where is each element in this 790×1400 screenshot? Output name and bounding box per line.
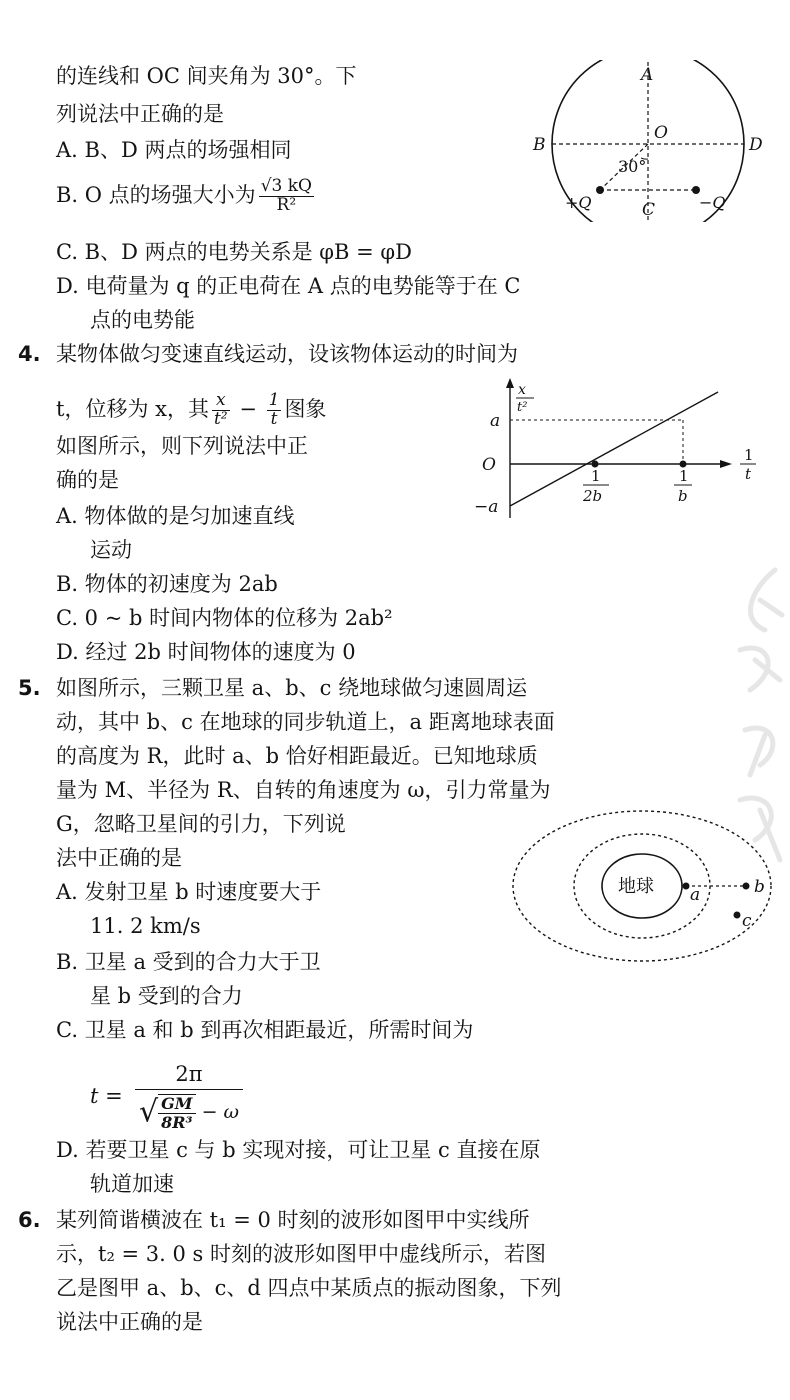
q4-tick2-den: b bbox=[678, 487, 688, 505]
q5-line6: 法中正确的是 bbox=[56, 846, 182, 870]
q3-option-a: A. B、D 两点的场强相同 bbox=[56, 138, 292, 162]
q6-line2: 示，t₂ = 3. 0 s 时刻的波形如图甲中虚线所示，若图 bbox=[56, 1242, 547, 1266]
q4-option-d: D. 经过 2b 时间物体的速度为 0 bbox=[56, 640, 356, 664]
q5-earth-label: 地球 bbox=[618, 876, 654, 897]
q4-line2-post: 图象 bbox=[284, 396, 327, 421]
q3-option-b bbox=[56, 178, 317, 215]
q3-label-b: B bbox=[533, 135, 546, 155]
q4-graph bbox=[470, 378, 770, 524]
q3-plus-q-charge bbox=[596, 186, 604, 194]
q4-x-arrow bbox=[720, 460, 732, 468]
q3-label-plus-q: +Q bbox=[565, 193, 592, 212]
q4-frac1-den: t² bbox=[213, 408, 228, 429]
q3-line2: 列说法中正确的是 bbox=[56, 102, 224, 126]
q4-tick1-num: 1 bbox=[591, 467, 601, 485]
q4-y-label-num: x bbox=[518, 382, 526, 398]
q4-fraction-1-over-t bbox=[267, 392, 282, 429]
q5-option-b-line2: 星 b 受到的合力 bbox=[90, 984, 243, 1008]
q4-tick1-den: 2b bbox=[583, 487, 603, 505]
q6-line1: 某列简谐横波在 t₁ = 0 时刻的波形如图甲中实线所 bbox=[56, 1208, 530, 1232]
q5-sqrt-fraction bbox=[158, 1094, 195, 1131]
q4-y-arrow bbox=[506, 378, 514, 388]
q5-option-d-line1: D. 若要卫星 c 与 b 实现对接，可让卫星 c 直接在原 bbox=[56, 1138, 541, 1162]
q5-formula-tail: − ω bbox=[201, 1101, 240, 1124]
q5-label-a: a bbox=[690, 885, 701, 905]
q5-option-a-line1: A. 发射卫星 b 时速度要大于 bbox=[56, 880, 322, 904]
q5-formula-lhs: t = bbox=[90, 1084, 123, 1109]
q4-line1: 某物体做匀变速直线运动，设该物体运动的时间为 bbox=[56, 342, 518, 366]
q4-label-a: a bbox=[490, 411, 501, 431]
q3-option-b-numerator: √3 kQ bbox=[260, 176, 312, 196]
q5-sqrt-sign: √ bbox=[138, 1094, 159, 1130]
q6-number: 6. bbox=[18, 1208, 41, 1232]
q5-satellite-b bbox=[743, 883, 750, 890]
watermark-calligraphy bbox=[720, 560, 790, 880]
q6-line3: 乙是图甲 a、b、c、d 四点中某质点的振动图象，下列 bbox=[56, 1276, 562, 1300]
q5-formula bbox=[90, 1062, 243, 1131]
q5-line4: 量为 M、半径为 R、自转的角速度为 ω，引力常量为 bbox=[56, 778, 551, 802]
q4-line3: 如图所示，则下列说法中正 bbox=[56, 434, 308, 458]
q5-formula-fraction bbox=[135, 1062, 242, 1131]
q4-option-a-line2: 运动 bbox=[90, 538, 132, 562]
q3-option-d-line2: 点的电势能 bbox=[90, 308, 195, 332]
q4-line4: 确的是 bbox=[56, 468, 119, 492]
q4-label-minus-a: −a bbox=[474, 497, 499, 517]
q3-option-b-text: B. O 点的场强大小为 bbox=[56, 182, 256, 207]
q3-label-c: C bbox=[642, 200, 656, 220]
q3-option-b-fraction bbox=[259, 178, 314, 215]
q5-option-b-line1: B. 卫星 a 受到的合力大于卫 bbox=[56, 950, 321, 974]
q3-option-b-denominator: R² bbox=[276, 194, 297, 215]
q5-formula-denominator bbox=[135, 1090, 242, 1131]
q4-option-b: B. 物体的初速度为 2ab bbox=[56, 572, 278, 596]
q4-x-label-num: 1 bbox=[744, 446, 754, 464]
q5-line2: 动，其中 b、c 在地球的同步轨道上，a 距离地球表面 bbox=[56, 710, 555, 734]
q5-label-b: b bbox=[754, 877, 765, 897]
q5-option-a-line2: 11. 2 km/s bbox=[90, 914, 201, 938]
q4-number: 4. bbox=[18, 342, 41, 366]
q4-x-label-den: t bbox=[745, 465, 752, 483]
q5-satellite-a bbox=[683, 883, 690, 890]
q6-line4: 说法中正确的是 bbox=[56, 1310, 203, 1334]
q4-frac2-den: t bbox=[270, 408, 278, 429]
q5-option-c-line1: C. 卫星 a 和 b 到再次相距最近，所需时间为 bbox=[56, 1018, 474, 1042]
q3-label-angle: 30° bbox=[618, 157, 647, 176]
q3-line1: 的连线和 OC 间夹角为 30°。下 bbox=[56, 64, 357, 88]
q4-frac1-num: x bbox=[212, 392, 230, 411]
q3-label-a: A bbox=[641, 65, 654, 85]
q5-line1: 如图所示，三颗卫星 a、b、c 绕地球做匀速圆周运 bbox=[56, 676, 528, 700]
q4-tick2-num: 1 bbox=[679, 467, 689, 485]
q5-inner-num: GM bbox=[158, 1095, 195, 1114]
q3-option-d-line1: D. 电荷量为 q 的正电荷在 A 点的电势能等于在 C bbox=[56, 274, 521, 298]
q5-line3: 的高度为 R，此时 a、b 恰好相距最近。已知地球质 bbox=[56, 744, 538, 768]
q4-frac2-num: 1 bbox=[268, 390, 280, 410]
q5-label-c: c bbox=[742, 911, 752, 931]
q3-option-c: C. B、D 两点的电势关系是 φB = φD bbox=[56, 240, 412, 264]
q3-label-d: D bbox=[749, 135, 763, 155]
q4-minus: − bbox=[239, 396, 257, 421]
q3-label-o: O bbox=[654, 123, 668, 143]
q3-label-minus-q: −Q bbox=[699, 193, 726, 212]
q5-number: 5. bbox=[18, 676, 41, 700]
q5-option-d-line2: 轨道加速 bbox=[90, 1172, 174, 1196]
q4-option-c: C. 0 ~ b 时间内物体的位移为 2ab² bbox=[56, 606, 393, 630]
q4-line2 bbox=[56, 392, 326, 429]
q5-formula-numerator: 2π bbox=[135, 1062, 242, 1090]
q4-y-label-den: t² bbox=[517, 400, 528, 415]
q5-satellite-c bbox=[734, 912, 741, 919]
q5-line5: G，忽略卫星间的引力，下列说 bbox=[56, 812, 346, 836]
q5-inner-den: 8R³ bbox=[161, 1112, 193, 1132]
q3-circle-figure bbox=[515, 60, 785, 222]
q4-fraction-x-over-t2 bbox=[212, 392, 230, 429]
q4-label-o: O bbox=[482, 455, 496, 475]
q4-option-a-line1: A. 物体做的是匀加速直线 bbox=[56, 504, 295, 528]
watermark-strokes bbox=[740, 570, 782, 860]
q4-line2-text: t，位移为 x，其 bbox=[56, 396, 209, 421]
